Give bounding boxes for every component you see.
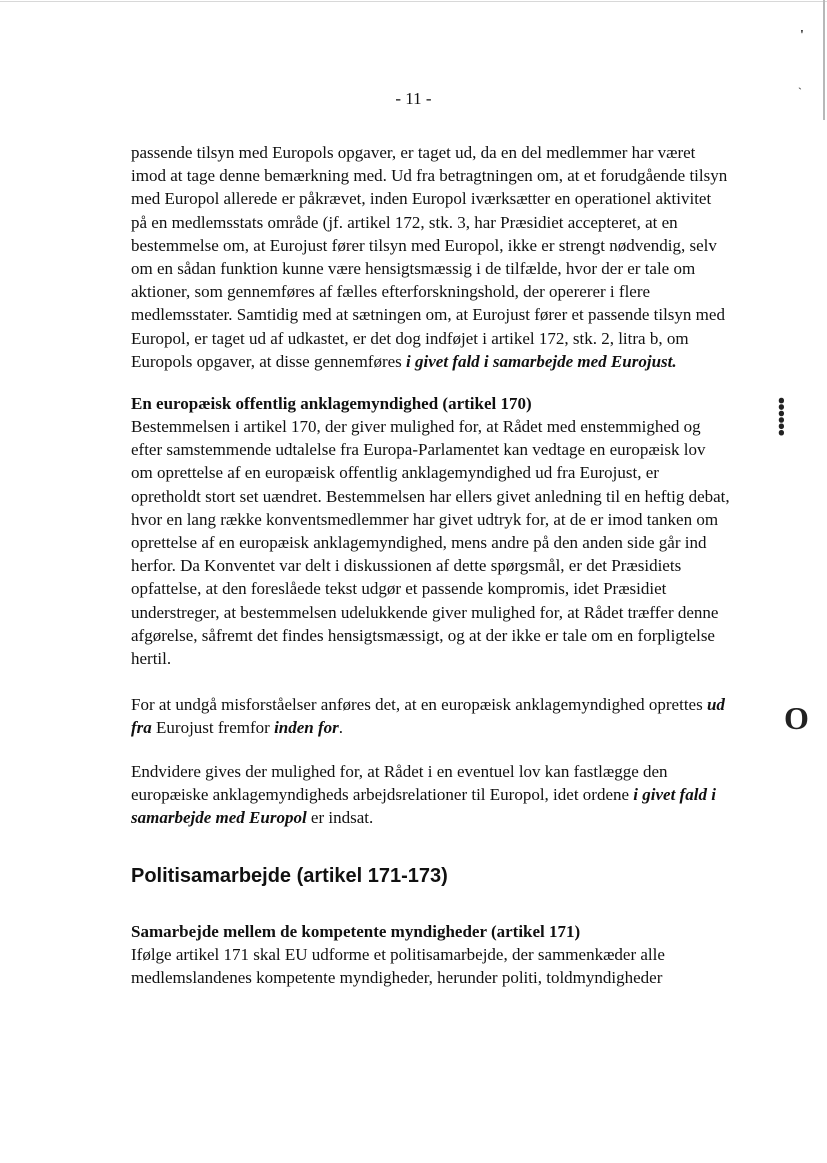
scan-mark: ˎ	[798, 76, 802, 90]
paragraph: Bestemmelsen i artikel 170, der giver mulighed for, at Rådet med enstemmighed og efter samstemmende udtalelse fra Europa-Parlamentet kan vedtage en europæisk lov om oprettelse af en europæisk offentlig anklagemyndighed ud fra Eurojust, er opretholdt stort set uændret. Bestemmelsen har ellers givet anledning til en heftig debat, hvor en lang række konventsmedlemmer har givet udtryk for, at de er imod tanken om oprettelse af en europæisk anklagemyndighed, mens andre på den anden side går ind herfor. Da Konventet var delt i diskussionen af dette spørgsmål, er det Præsidiets opfattelse, at den foreslåede tekst udgør et passende kompromis, idet Præsidiet understreger, at bestemmelsen udelukkende giver mulighed for, at Rådet træffer denne afgørelse, såfremt det findes hensigtsmæssigt, og at der ikke er tale om en forpligtelse hertil.	[131, 417, 730, 669]
page-number: - 11 -	[395, 89, 432, 108]
paragraph-text: .	[338, 718, 344, 738]
paragraph	[131, 693, 731, 739]
emphasis-text: i givet fald i samarbejde med Europol	[131, 784, 716, 828]
page-body	[131, 141, 731, 990]
scan-mark: '	[800, 28, 804, 43]
emphasis-text: inden for	[274, 718, 339, 738]
subheading: Samarbejde mellem de kompetente myndigheder (artikel 171)	[131, 922, 581, 942]
paragraph	[131, 141, 731, 373]
subheading: En europæisk offentlig anklagemyndighed (artikel 170)	[131, 394, 532, 414]
paragraph-text: Eurojust fremfor	[151, 718, 275, 738]
paragraph-text: er indsat.	[306, 808, 374, 828]
scan-mark: O	[784, 700, 809, 736]
paragraph-text: For at undgå misforståelser anføres det, at en europæisk anklagemyndighed oprettes	[131, 695, 707, 715]
section-heading: Politisamarbejde (artikel 171-173)	[131, 865, 448, 888]
paragraph: Ifølge artikel 171 skal EU udforme et politisamarbejde, der sammenkæder alle medlemslandenes kompetente myndigheder, herunder politi, toldmyndigheder	[131, 945, 665, 988]
emphasis-text: ud fra	[131, 695, 725, 738]
paragraph	[131, 760, 731, 830]
paragraph-text: passende tilsyn med Europols opgaver, er taget ud, da en del medlemmer har været imod at tage denne bemærkning med. Ud fra betragtningen om, at et forudgående tilsyn med Europol allerede er påkrævet, inden Europol iværksætter en operationel aktivitet på en medlemsstats område (jf. artikel 172, stk. 3, har Præsidiet accepteret, at en bestemmelse om, at Eurojust fører tilsyn med Europol, ikke er strengt nødvendig, selv om en sådan funktion kunne være hensigtsmæssig i de tilfælde, hvor der er tale om aktioner, som gennemføres af fælles efterforskningshold, der opererer i flere medlemsstater. Samtidig med at sætningen om, at Eurojust fører et passende tilsyn med Europol, er taget ud af udkastet, er det dog indføjet i artikel 172, stk. 2, litra b, om Europols opgaver, at disse gennemføres	[131, 143, 728, 371]
scan-mark: ⸽	[777, 399, 786, 436]
emphasis-text: i givet fald i samarbejde med Eurojust.	[406, 351, 677, 371]
scan-top-edge	[0, 1, 827, 2]
paragraph-text: Endvidere gives der mulighed for, at Rådet i en eventuel lov kan fastlægge den europæiske anklagemyndigheds arbejdsrelationer til Europol, idet ordene	[131, 761, 668, 804]
